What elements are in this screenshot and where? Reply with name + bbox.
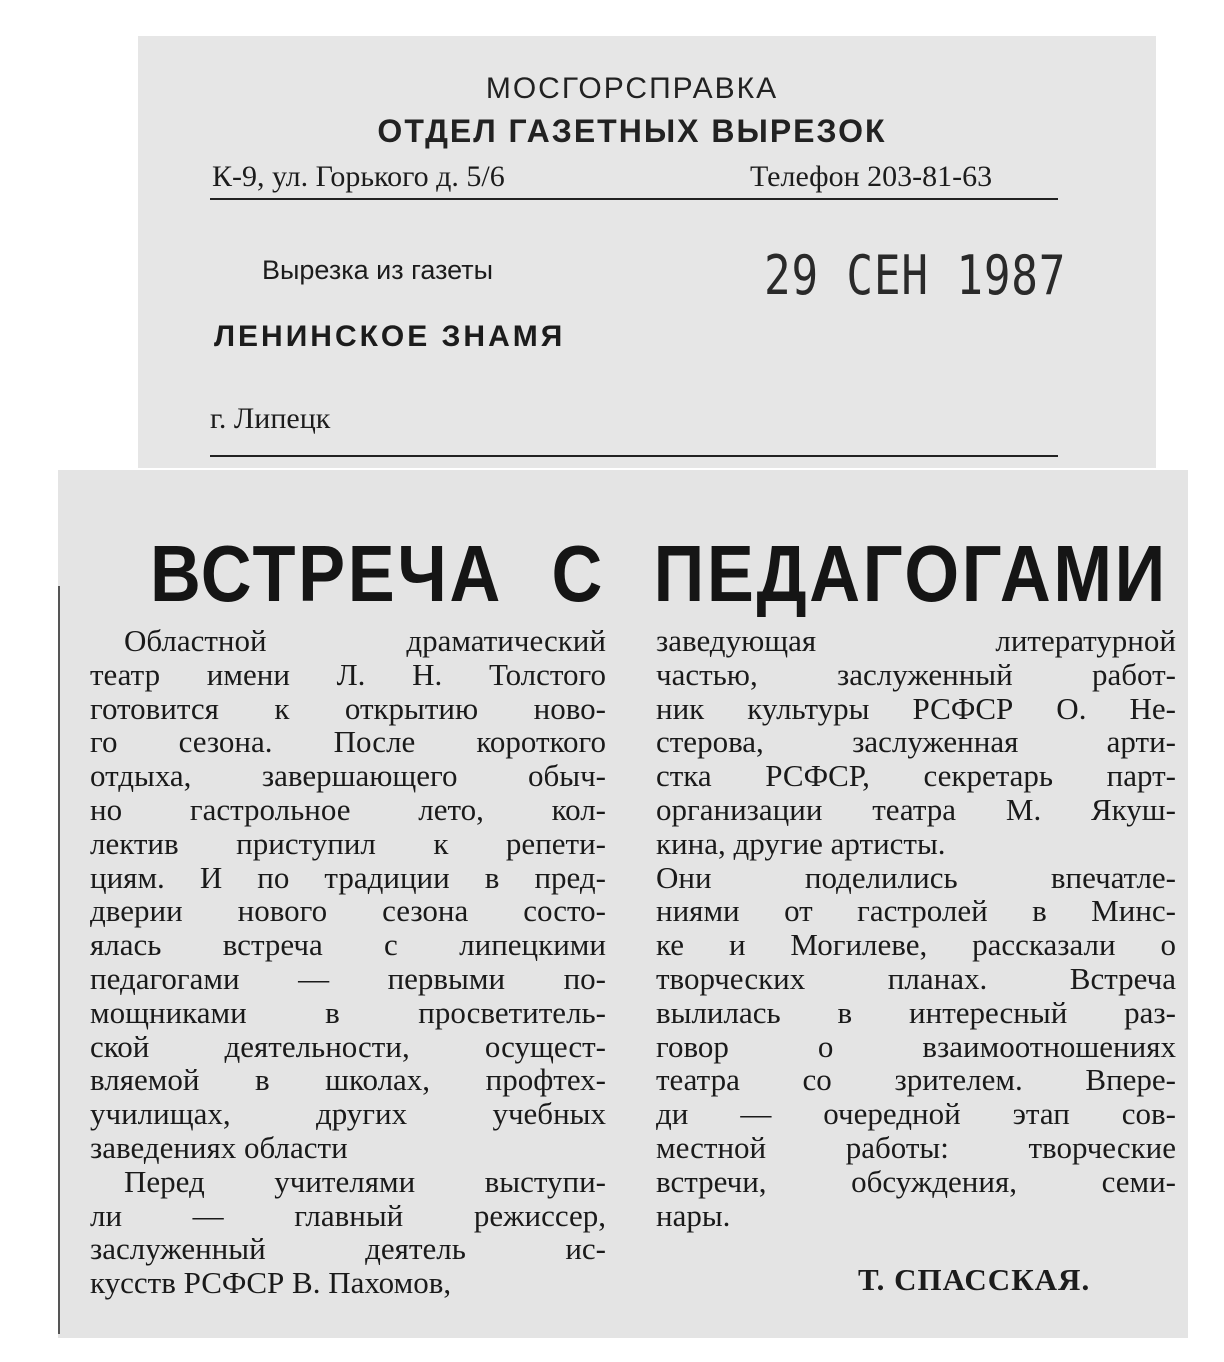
article-column-1 xyxy=(90,624,606,1300)
article-line: ской деятельности, осущест- xyxy=(90,1028,606,1064)
article-line: циям. И по традиции в пред- xyxy=(90,859,606,895)
article-line: педагогами — первыми по- xyxy=(90,960,606,996)
article-line: ялась встреча с липецкими xyxy=(90,927,606,963)
newspaper-name: ЛЕНИНСКОЕ ЗНАМЯ xyxy=(214,320,566,353)
slip-bottom-divider xyxy=(210,455,1058,457)
article-line: ниями от гастролей в Минс- xyxy=(656,893,1176,929)
article-line: Областной драматический xyxy=(124,623,606,658)
clipping-label: Вырезка из газеты xyxy=(262,255,494,285)
article-column-2 xyxy=(656,624,1176,1232)
department-name: ОТДЕЛ ГАЗЕТНЫХ ВЫРЕЗОК xyxy=(377,113,887,149)
article-line: Они поделились впечатле- xyxy=(656,859,1176,895)
article-line: ди — очередной этап сов- xyxy=(656,1096,1176,1132)
article-line: мощниками в просветитель- xyxy=(90,994,606,1030)
article-line: вылилась в интересный раз- xyxy=(656,994,1176,1030)
article-line: лектив приступил к репети- xyxy=(90,825,606,861)
article-line: театр имени Л. Н. Толстого xyxy=(90,656,606,692)
article-line: встречи, обсуждения, семи- xyxy=(656,1163,1176,1199)
article-line: ник культуры РСФСР О. Не- xyxy=(656,690,1176,726)
article-line: стка РСФСР, секретарь парт- xyxy=(656,758,1176,794)
agency-name: МОСГОРСПРАВКА xyxy=(485,72,779,105)
article-line: ке и Могилеве, рассказали о xyxy=(656,927,1176,963)
article-line: стерова, заслуженная арти- xyxy=(656,724,1176,760)
clipping-edge xyxy=(58,586,60,1334)
article-line: вляемой в школах, профтех- xyxy=(90,1062,606,1098)
article-line: частью, заслуженный работ- xyxy=(656,656,1176,692)
article-line: го сезона. После короткого xyxy=(90,724,606,760)
article-line: готовится к открытию ново- xyxy=(90,690,606,726)
article-line: творческих планах. Встреча xyxy=(656,960,1176,996)
article-line: училищах, других учебных xyxy=(90,1096,606,1132)
article-line: отдыха, завершающего обыч- xyxy=(90,758,606,794)
article-line: дверии нового сезона состо- xyxy=(90,893,606,929)
date-stamp: 29 СЕН 1987 xyxy=(764,244,1067,307)
header-divider xyxy=(210,198,1058,200)
article-line: заведующая литературной xyxy=(656,623,1176,658)
article-line: но гастрольное лето, кол- xyxy=(90,791,606,827)
newspaper-city: г. Липецк xyxy=(210,402,331,435)
article-author: Т. СПАССКАЯ. xyxy=(858,1262,1091,1297)
agency-phone: Телефон 203-81-63 xyxy=(750,160,993,193)
agency-address: К-9, ул. Горького д. 5/6 xyxy=(212,160,505,193)
article-line: кусств РСФСР В. Пахомов, xyxy=(90,1265,452,1301)
article-line: театра со зрителем. Впере- xyxy=(656,1062,1176,1098)
article-line: кина, другие артисты. xyxy=(656,825,946,861)
article-line: заведениях области xyxy=(90,1129,348,1165)
article-line: организации театра М. Якуш- xyxy=(656,791,1176,827)
article-line: Перед учителями выступи- xyxy=(124,1163,606,1199)
article-line: ли — главный режиссер, xyxy=(90,1197,606,1233)
article-headline: ВСТРЕЧА С ПЕДАГОГАМИ xyxy=(150,529,1168,618)
article-line: нары. xyxy=(656,1197,731,1233)
article-line: местной работы: творческие xyxy=(656,1129,1176,1165)
article-line: говор о взаимоотношениях xyxy=(656,1028,1176,1064)
article-line: заслуженный деятель ис- xyxy=(90,1231,606,1267)
